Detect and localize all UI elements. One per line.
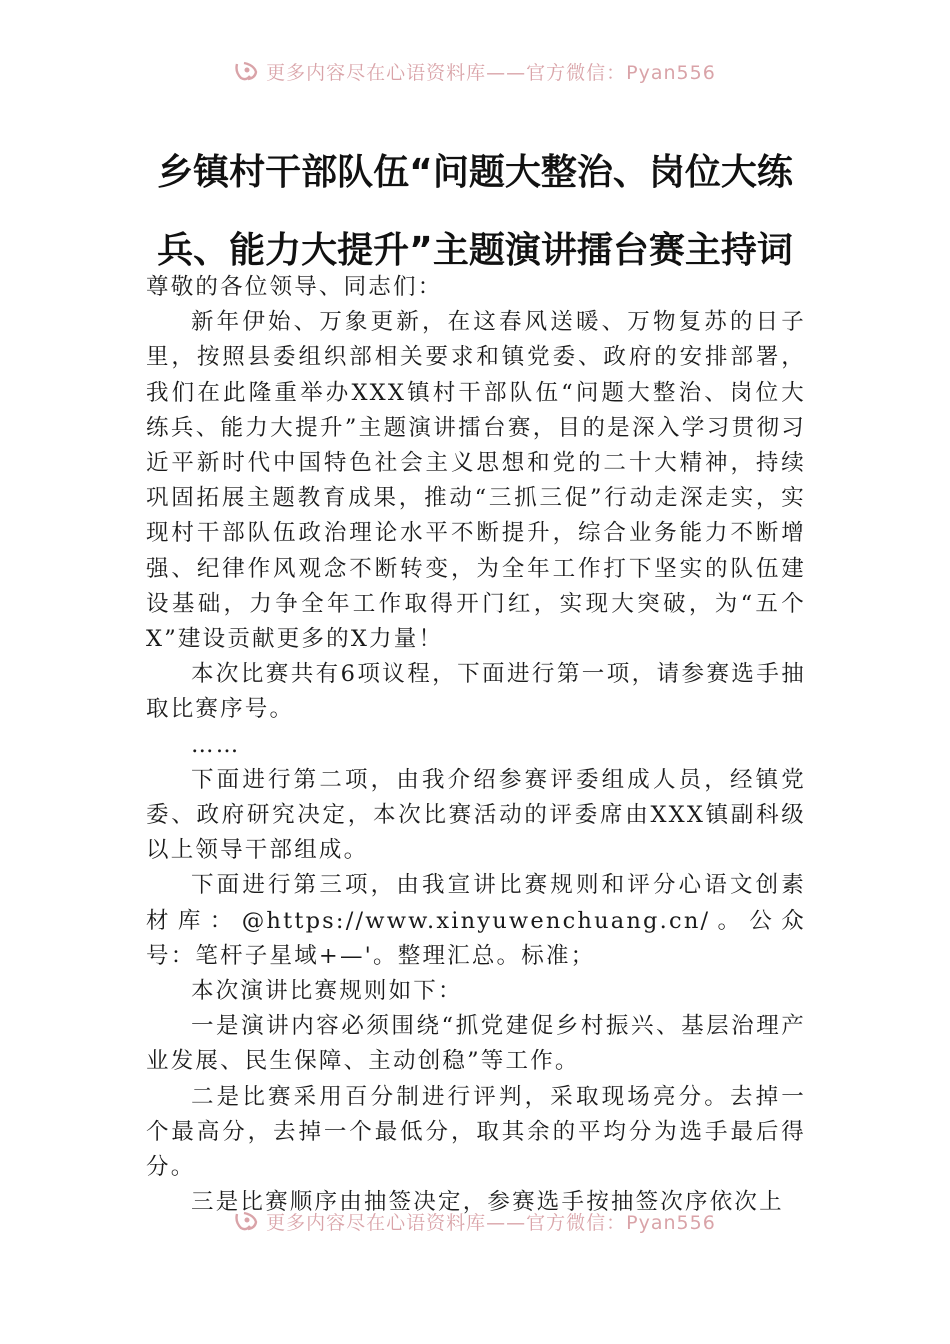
paragraph: 本次比赛共有6项议程，下面进行第一项，请参赛选手抽取比赛序号。 <box>146 661 806 723</box>
watermark-header <box>0 54 950 88</box>
paragraph: 下面进行第二项，由我介绍参赛评委组成人员，经镇党委、政府研究决定，本次比赛活动的评委席由XXX镇副科级以上领导干部组成。 <box>146 766 806 864</box>
paragraph: 一是演讲内容必须围绕“抓党建促乡村振兴、基层治理产业发展、民生保障、主动创稳”等工作。 <box>146 1013 806 1075</box>
salutation: 尊敬的各位领导、同志们： <box>146 274 443 300</box>
watermark-text: 更多内容尽在心语资料库——官方微信：Pyan556 <box>266 61 716 84</box>
paragraph: 新年伊始、万象更新，在这春风送暖、万物复苏的日子里，按照县委组织部相关要求和镇党委、政府的安排部署，我们在此隆重举办XXX镇村干部队伍“问题大整治、岗位大练兵、能力大提升”主题演讲擂台赛，目的是深入学习贯彻习近平新时代中国特色社会主义思想和党的二十大精神，持续巩固拓展主题教育成果，推动“三抓三促”行动走深走实，实现村干部队伍政治理论水平不断提升，综合业务能力不断增强、纪律作风观念不断转变，为全年工作打下坚实的队伍建设基础，力争全年工作取得开门红，实现大突破，为“五个X”建设贡献更多的X力量！ <box>146 309 806 653</box>
watermark-text: 更多内容尽在心语资料库——官方微信：Pyan556 <box>266 1211 716 1234</box>
title-line-1: 乡镇村干部队伍“问题大整治、岗位大练 <box>157 152 793 193</box>
title-line-2: 兵、能力大提升”主题演讲擂台赛主持词 <box>157 230 793 271</box>
watermark-footer <box>0 1204 950 1238</box>
paragraph: 本次演讲比赛规则如下： <box>191 978 463 1005</box>
watermark-logo-icon <box>234 60 260 82</box>
document-title <box>120 134 830 290</box>
document-body <box>146 270 806 1220</box>
paragraph-ellipsis: …… <box>191 731 241 758</box>
paragraph: 三是比赛顺序由抽签决定，参赛选手按抽签次序依次上 <box>191 1189 784 1216</box>
paragraph: 二是比赛采用百分制进行评判，采取现场亮分。去掉一个最高分，去掉一个最低分，取其余的平均分为选手最后得分。 <box>146 1083 806 1181</box>
watermark-logo-icon <box>234 1210 260 1232</box>
paragraph: 下面进行第三项，由我宣讲比赛规则和评分心语文创素材库：@https://www.xinyuwenchuang.cn/。公众号：笔杆子星域+—'。整理汇总。标准； <box>146 872 806 969</box>
